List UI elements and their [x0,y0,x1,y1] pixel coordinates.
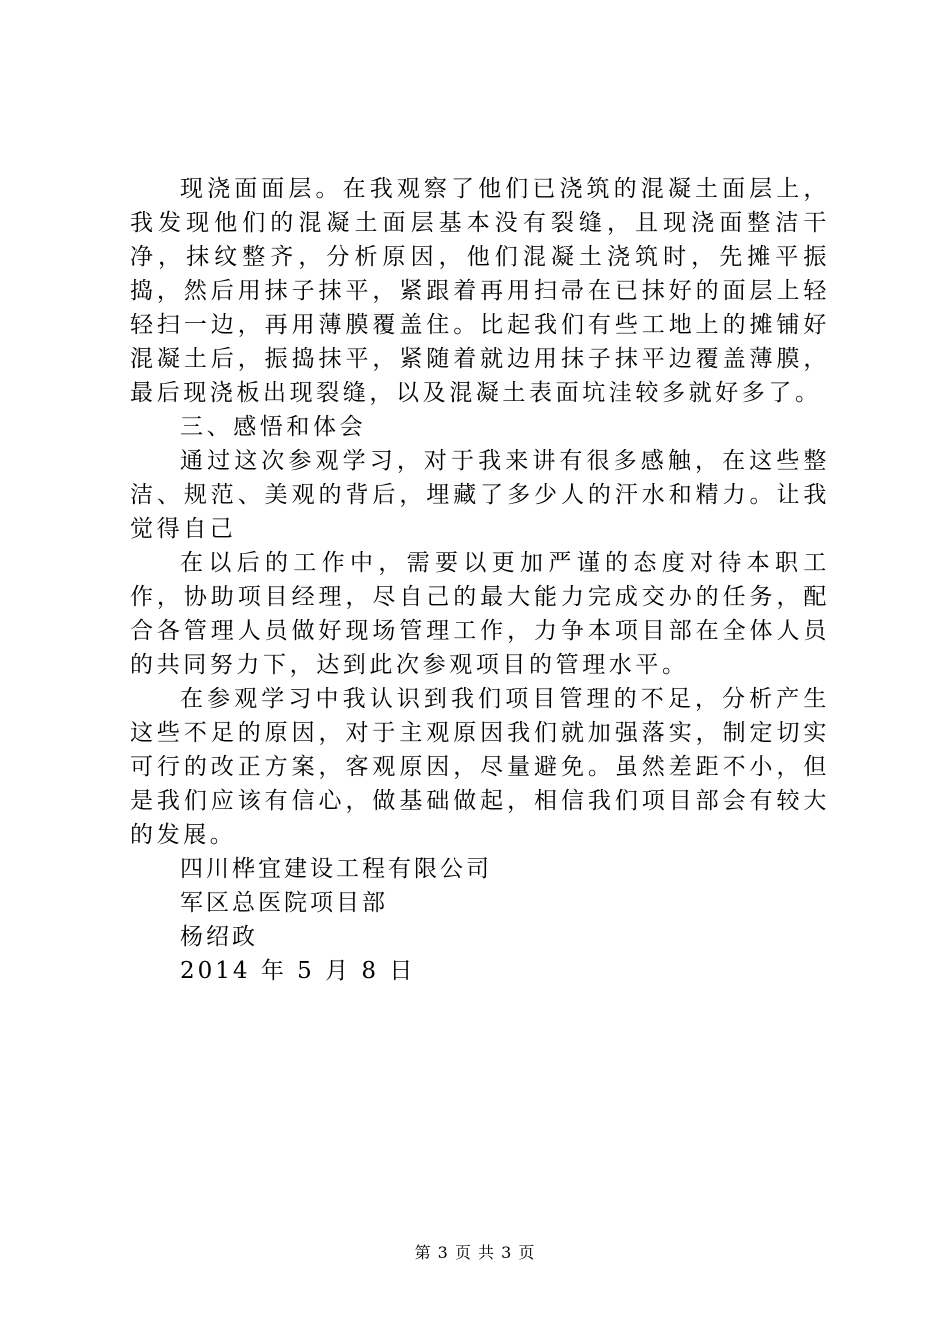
signature-date: 2014 年 5 月 8 日 [180,958,416,984]
paragraph-concrete-surface: 现浇面面层。在我观察了他们已浇筑的混凝土面层上，我发现他们的混凝土面层基本没有裂缝，且现浇面整洁干净，抹纹整齐，分析原因，他们混凝土浇筑时，先摊平振捣，然后用抹子抹平，紧跟着再用扫帚在已抹好的面层上轻轻扫一边，再用薄膜覆盖住。比起我们有些工地上的摊铺好混凝土后，振捣抹平，紧随着就边用抹子抹平边覆盖薄膜，最后现浇板出现裂缝，以及混凝土表面坑洼较多就好多了。 [130,176,830,406]
paragraph-future-work: 在以后的工作中，需要以更加严谨的态度对待本职工作，协助项目经理，尽自己的最大能力完成交办的任务，配合各管理人员做好现场管理工作，力争本项目部在全体人员的共同努力下，达到此次参观项目的管理水平。 [130,550,830,678]
signature-name: 杨绍政 [180,924,258,950]
signature-company: 四川桦宜建设工程有限公司 [180,856,492,882]
section-heading-reflections: 三、感悟和体会 [180,414,367,440]
page-footer: 第 3 页 共 3 页 [414,1243,536,1262]
paragraph-impressions: 通过这次参观学习，对于我来讲有很多感触，在这些整洁、规范、美观的背后，埋藏了多少人的汗水和精力。让我觉得自己 [130,448,830,542]
signature-department: 军区总医院项目部 [180,890,388,916]
document-body [130,172,830,988]
paragraph-shortcomings: 在参观学习中我认识到我们项目管理的不足，分析产生这些不足的原因，对于主观原因我们就加强落实，制定切实可行的改正方案，客观原因，尽量避免。虽然差距不小，但是我们应该有信心，做基础做起，相信我们项目部会有较大的发展。 [130,686,830,848]
